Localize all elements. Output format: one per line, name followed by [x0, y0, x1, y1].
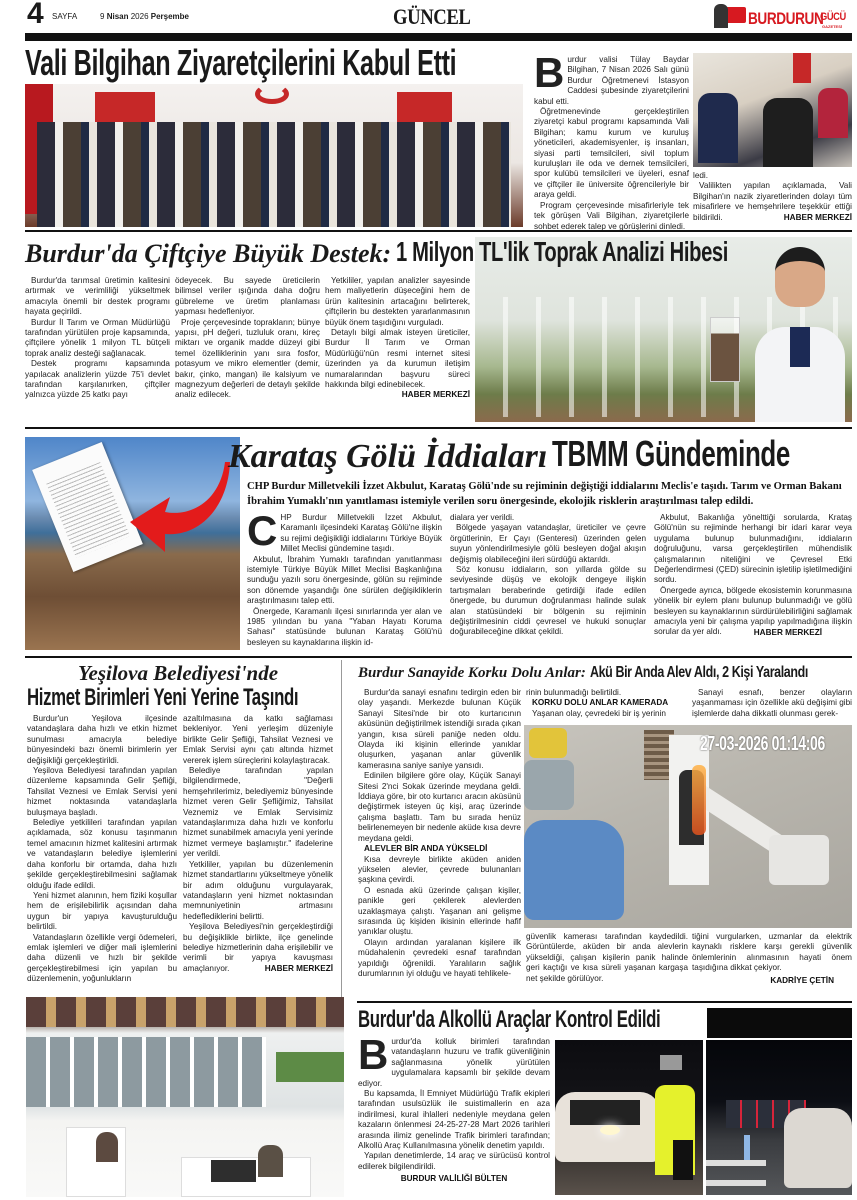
- article5-headline: [358, 663, 857, 683]
- article5-col2-top: rinin bulunmadığı belirtildi. KORKU DOLU ANLAR KAMERADA Yaşanan olay, çevredeki bir iş yerinin: [526, 688, 688, 719]
- article3-col1: C HP Burdur Milletvekili İzzet Akbulut, Karamanlı ilçesindeki Karataş Gölü'ne ilişkin su rejimi değişikliği iddialarını Türkiye Büyük Millet Meclisi gündemine taşıdı. Akbulut, İbrahim Yumaklı tarafından yanıtlanması istemiyle Türkiye Büyük Millet Meclisi Başkanlığına sunduğu yazılı soru önergesinde, gölün su rejiminde son dönemde yaşandığı öne sürülen değişikliklerin araştırılmasını talep etti. Önergede, Karamanlı ilçesi sınırlarında yer alan ve 1985 yılından bu yana "Yaban Hayatı Koruma Sahası" statüsünde bulunan Karataş Gölü'nü besleyen su kaynaklarına ilişkin id-: [247, 507, 442, 647]
- header-rule: [25, 33, 852, 41]
- article5-col3-top: Sanayi esnafı, benzer olayların yaşanmaması için özellikle akü değişimi gibi işlemlerde daha dikkatli olunması gerek-: [692, 688, 852, 718]
- article1-group-photo: [25, 84, 523, 227]
- article5-col1: Burdur'da sanayi esnafını tedirgin eden bir olay yaşandı. Merkezde bulunan Küçük Sanayi Sitesi'nde bir oto kurtarıcının aküsünün değiştirilmek istendiği sırada çıkan yangın, kısa süreli paniğe neden oldu. Olayda iki kişinin ellerinde yanıklar oluşurken, yaşanan anlar güvenlik kamerasına saniye saniye yansıdı. Edinilen bilgilere göre olay, Küçük Sanayi Sitesi 2'nci Sokak üzerinde meydana geldi. İddiaya göre, bir oto kurtarıcı aracın aküsünü değiştirmek isteyen üç kişi, araç üzerinde çalışma başlattı. Tam bu sırada henüz belirlenemeyen bir nedenle aküde kısa devre meydana geldi. ALEVLER BİR ANDA YÜKSELDİ Kısa devreyle birlikte aküden aniden yükselen alevler, çevrede bulunanları şaşkına çevirdi. O esnada akü üzerinde çalışan kişiler, panikle geri çekilerek alevlerden uzaklaşmaya çalıştı. Yaşanan ani gelişme sırasında üç kişiden ikisinin ellerinde hafif yanıklar oluştu. Olayın ardından yaralanan kişilere ilk müdahalenin çevredeki esnaf tarafından yapıldığı öğrenildi. Yaralıların sağlık durumlarının iyi olduğu ve hayati tehlikele-: [358, 688, 521, 978]
- article5-col2-bottom: güvenlik kamerası tarafından kaydedildi. Görüntülerde, aküden bir anda alevlerin yükseldiği, çalışan kişilerin panik halinde geri kaçtığı ve kısa süreli yaşanan kargaşa net şekilde görülüyor.: [526, 932, 688, 983]
- article5-headline-italic: Burdur Sanayide Korku Dolu Anlar:: [358, 665, 586, 681]
- article5-byline: KADRİYE ÇETİN: [770, 975, 834, 985]
- article3-headline: [228, 433, 857, 476]
- newspaper-logo: [712, 3, 852, 33]
- date-month: Nisan: [106, 12, 129, 21]
- article1-cont: ledi.: [693, 171, 709, 180]
- article3-lead: CHP Burdur Milletvekili İzzet Akbulut, Karataş Gölü'nde su rejiminin değiştiği iddialarını Meclis'e taşıdı. Tarım ve Orman Bakanı İbrahim Yumaklı'nın yanıtlaması istemiyle verilen soru önergesinde, ekolojik risklerin araştırılması talep edildi.: [247, 481, 842, 507]
- divider-2: [25, 427, 852, 429]
- article2-byline: HABER MERKEZİ: [401, 390, 470, 400]
- article1-body-right: ledi. Valilikten yapılan açıklamada, Vali Bilgihan'ın nazik ziyaretlerinden dolayı tüm misafirlere ve hemşehrilere teşekkür ettiği bildirildi. HABER MERKEZİ: [693, 171, 852, 223]
- article6-byline: BURDUR VALİLİĞİ BÜLTEN: [400, 1174, 508, 1184]
- logo-accent-text: GÜCÜ: [820, 11, 846, 23]
- article5-subhead2: KORKU DOLU ANLAR KAMERADA: [532, 698, 669, 708]
- divider-4: [357, 1001, 852, 1003]
- article1-headline: Vali Bilgihan Ziyaretçilerini Kabul Etti: [25, 42, 457, 83]
- article2-headline-italic: Burdur'da Çiftçiye Büyük Destek:: [25, 239, 392, 268]
- article4-headline-bold: Hizmet Birimleri Yeni Yerine Taşındı: [27, 684, 299, 711]
- article6-checkpoint-photo-1: [555, 1040, 703, 1195]
- divider-3: [25, 656, 852, 658]
- article2-col2: ödeyecek. Bu sayede üreticilerin bilimsel veriler ışığında daha doğru gübreleme ve üretim planlaması yapması hedefleniyor. Proje çerçevesinde toprakların; bünye yapısı, pH değeri, tuzluluk oranı, kireç miktarı ve organik madde düzeyi gibi temel özelliklerinin yanı sıra fosfor, potasyum ve mikro elementler (demir, bakır, çinko, mangan) ile kalsiyum ve magnezyum değerleri de detaylı şekilde analiz edilecek.: [175, 276, 320, 400]
- article6-body: B urdur'da kolluk birimleri tarafından vatandaşların huzuru ve trafik güvenliğinin sağlanmasına yönelik yürütülen uygulamalara kapsamlı bir şekilde devam ediyor. Bu kapsamda, İl Emniyet Müdürlüğü Trafik ekipleri tarafından usulsüzlük ile suistimallerin en aza indirilmesi, kural ihlalleri nedeniyle meydana gelen kazaların önlenmesi 24-25-27-28 Mart 2026 tarihleri arasında ilimiz genelinde Trafik birimleri tarafından; Alkollü Araç Kullanılmasına yönelik denetim yapıldı. Yapılan denetimlerde, 14 araç ve sürücüsü kontrol edilerek bilgilendirildi. BURDUR VALİLİĞİ BÜLTEN: [358, 1031, 550, 1184]
- article3-lake-photo: [25, 437, 240, 650]
- section-title: GÜNCEL: [393, 4, 471, 29]
- article5-col3-bottom: tiğini vurgularken, uzmanlar da elektrik kaynaklı risklere karşı gerekli güvenlik önlemlerinin alınmasının hayati önem taşıdığına dikkat çekiyor. KADRİYE ÇETİN: [692, 932, 852, 985]
- vertical-divider: [341, 660, 342, 1000]
- article1-dropcap: B: [534, 49, 565, 96]
- article3-headline-bold: TBMM Gündeminde: [551, 433, 790, 474]
- red-arrow-icon: [120, 462, 230, 552]
- article6-checkpoint-photo-2: [706, 1040, 852, 1195]
- article5-headline-bold: Akü Bir Anda Alev Aldı, 2 Kişi Yaralandı: [590, 664, 809, 681]
- logo-main-text: BURDURUN: [748, 9, 824, 28]
- article1-meeting-photo: [693, 53, 852, 167]
- page-label: SAYFA: [52, 12, 78, 21]
- article2-headline: [25, 238, 857, 270]
- article3-col2: dialara yer verildi. Bölgede yaşayan vatandaşlar, üreticiler ve çevre örgütlerinin, Er Çayı (Genteresi) üzerinden gelen suyun yönlendirilmesiyle gölü besleyen doğal akışın değişmiş olabileceğini ileri sürdüğü aktarıldı. Söz konusu iddiaların, son yıllarda gölde su seviyesinde düşüş ve ekolojik dengeye ilişkin tartışmaları beraberinde getirdiği ifade edilen önergede, bu durumun doğrulanması halinde sulak alan statüsündeki bir bölgenin su rejiminin değiştirilmesinin ciddi çevresel ve hukuki sonuçlar doğurabileceğine dikkat çekildi.: [450, 513, 646, 637]
- article3-dropcap: C: [247, 507, 278, 554]
- soil-jar: [710, 317, 740, 382]
- logo-sub-text: GAZETESİ: [822, 24, 843, 29]
- article1-body: B urdur valisi Tülay Baydar Bilgihan, 7 Nisan 2026 Salı günü Burdur Öğretmenevi İstasyon Caddesi şubesinde ziyaretçilerini kabul etti. Öğretmenevinde gerçekleştirilen ziyaretçi kabul programı kapsamında Vali Bilgihan; kamu kurum ve kuruluş yöneticileri, akademisyenler, iş insanları, siyasi parti temsilcileri, sivil toplum kuruluşları ile oda ve dernek temsilcileri, spor kulübü temsilcileri ve üyeleri, esnaf ve çiftçiler ile üniversite öğrencileriyle bir araya geldi. Program çerçevesinde misafirleriyle tek tek görüşen Vali Bilgihan, ziyaretçilerle sohbet ederek talep ve görüşlerini dinledi.: [534, 49, 689, 231]
- article5-subhead1: ALEVLER BİR ANDA YÜKSELDİ: [364, 844, 488, 854]
- article4-col2: azaltılmasına da katkı sağlaması bekleniyor. Yeni yerleşim düzeniyle birlikte Gelir Şefliği, Tahsilat Veznesi ve Emlak Servisi aynı çatı altında hizmet vererek işlem süreçlerini kolaylaştıracak. Belediye tarafından yapılan bilgilendirmede, "Değerli hemşehrilerimiz, belediyemiz bünyesinde hizmet veren Gelir Şefliğimiz, Tahsilat Veznemiz ve Emlak Servisimiz vatandaşlarımıza daha hızlı ve konforlu hizmet sunabilmek amacıyla yeni yerinde hizmet vermeye başlamıştır." ifadelerine yer verildi. Yetkililer, yapılan bu düzenlemenin hizmet standartlarını yükseltmeye yönelik bir adım olduğunu vurgulayarak, vatandaşların yeni hizmet noktasından memnuniyetinin artmasını hedeflediklerini belirtti. Yeşilova Belediyesi'nin gerçekleştirdiği bu değişiklikle birlikte, ilçe genelinde belediye hizmetlerinin daha erişilebilir ve verimli bir yapıya kavuşması amaçlanıyor. HABER MERKEZİ: [183, 714, 333, 974]
- cctv-timestamp: 27-03-2026 01:14:06: [700, 733, 825, 755]
- article3-headline-italic: Karataş Gölü İddiaları: [228, 438, 548, 475]
- article3-col3: Akbulut, Bakanlığa yönelttiği sorularda, Krataş Gölü'nün su rejiminde herhangi bir idari karar veya uygulama bulunup bulunmadığını, iddiaların doğruluğunu, varsa gerçekleştirilen mühendislik çalışmalarının niteliğini ve Çevresel Etki Değerlendirmesi (ÇED) sürecinin işletilip işletilmediğini sordu. Önergede ayrıca, bölgede ekosistemin korunmasına yönelik bir eylem planı bulunup bulunmadığı ve gölü besleyen su kaynaklarının sürdürülebilirliğini sağlamak amacıyla yeni bir çalışma yapılıp yapılmadığına ilişkin sorular da yer aldı. HABER MERKEZİ: [654, 513, 852, 637]
- date-weekday: Perşembe: [150, 12, 189, 21]
- article4-headline-italic: Yeşilova Belediyesi'nde: [78, 661, 279, 685]
- article4-col1: Burdur'un Yeşilova ilçesinde vatandaşlara daha hızlı ve etkin hizmet sunulması amacıyla belediye bünyesindeki bazı önemli birimlerin yer değişikliği gerçekleştirildi. Yeşilova Belediyesi tarafından yapılan düzenleme kapsamında Gelir Şefliği, Tahsilat Veznesi ve Emlak Servisi yeni hizmet noktasında vatandaşlarla buluşmaya başladı. Belediye yetkilileri tarafından yapılan açıklamada, söz konusu taşınmanın temel amacının hizmet kalitesini artırmak ve vatandaşların belediye işlemlerini daha konforlu bir ortamda, daha hızlı şekilde gerçekleştirebilmesini sağlamak olduğu ifade edildi. Yeni hizmet alanının, hem fiziki koşullar hem de erişilebilirlik açısından daha uygun bir yapıya kavuşturulduğu belirtildi. Vatandaşların özellikle vergi ödemeleri, emlak işlemleri ve diğer mali işlemlerini daha düzenli ve hızlı bir şekilde gerçekleştirebilmesi için yapılan bu düzenlemenin, yoğunlukların: [27, 714, 177, 984]
- article6-dark-banner: [707, 1008, 852, 1038]
- article2-col3: Yetkililer, yapılan analizler sayesinde hem maliyetlerin düşeceğini hem de ürün kalitesinin artacağını belirterek, çiftçilerin bu destekten yararlanmasının büyük önem taşıdığını vurguladı. Detaylı bilgi almak isteyen üreticiler, Burdur İl Tarım ve Orman Müdürlüğü'nün resmi internet sitesi üzerinden ya da kurumun iletişim numaralarından başvuru süreci hakkında bilgi edinebilecek. HABER MERKEZİ: [325, 276, 470, 400]
- article1-byline: HABER MERKEZİ: [783, 213, 852, 223]
- page-number: 4: [27, 0, 44, 30]
- article6-dropcap: B: [358, 1031, 389, 1078]
- article4-byline: HABER MERKEZİ: [264, 964, 333, 974]
- article3-byline: HABER MERKEZİ: [753, 627, 822, 637]
- issue-date: [100, 12, 189, 21]
- article6-headline: Burdur'da Alkollü Araçlar Kontrol Edildi: [358, 1006, 661, 1033]
- article4-building-photo: [26, 997, 344, 1197]
- date-year: 2026: [130, 12, 149, 21]
- date-day: 9: [100, 12, 105, 21]
- article2-headline-bold: 1 Milyon TL'lik Toprak Analizi Hibesi: [395, 236, 728, 267]
- article2-col1: Burdur'da tarımsal üretimin kalitesini artırmak ve verimliliği yükseltmek amacıyla önemli bir destek programı hayata geçirildi. Burdur İl Tarım ve Orman Müdürlüğü tarafından yürütülen proje kapsamında, çiftçilere yönelik 1 milyon TL bütçeli toprak analiz desteği sağlanacak. Destek programı kapsamında yapılacak analizlerin yüzde 75'i devlet tarafından karşılanırken, çiftçiler yalnızca yüzde 25 katkı payı: [25, 276, 170, 400]
- divider-1: [25, 230, 852, 232]
- scientist-figure: [755, 247, 845, 422]
- article5-cctv-photo: [524, 725, 852, 928]
- portrait-icon: [714, 4, 728, 28]
